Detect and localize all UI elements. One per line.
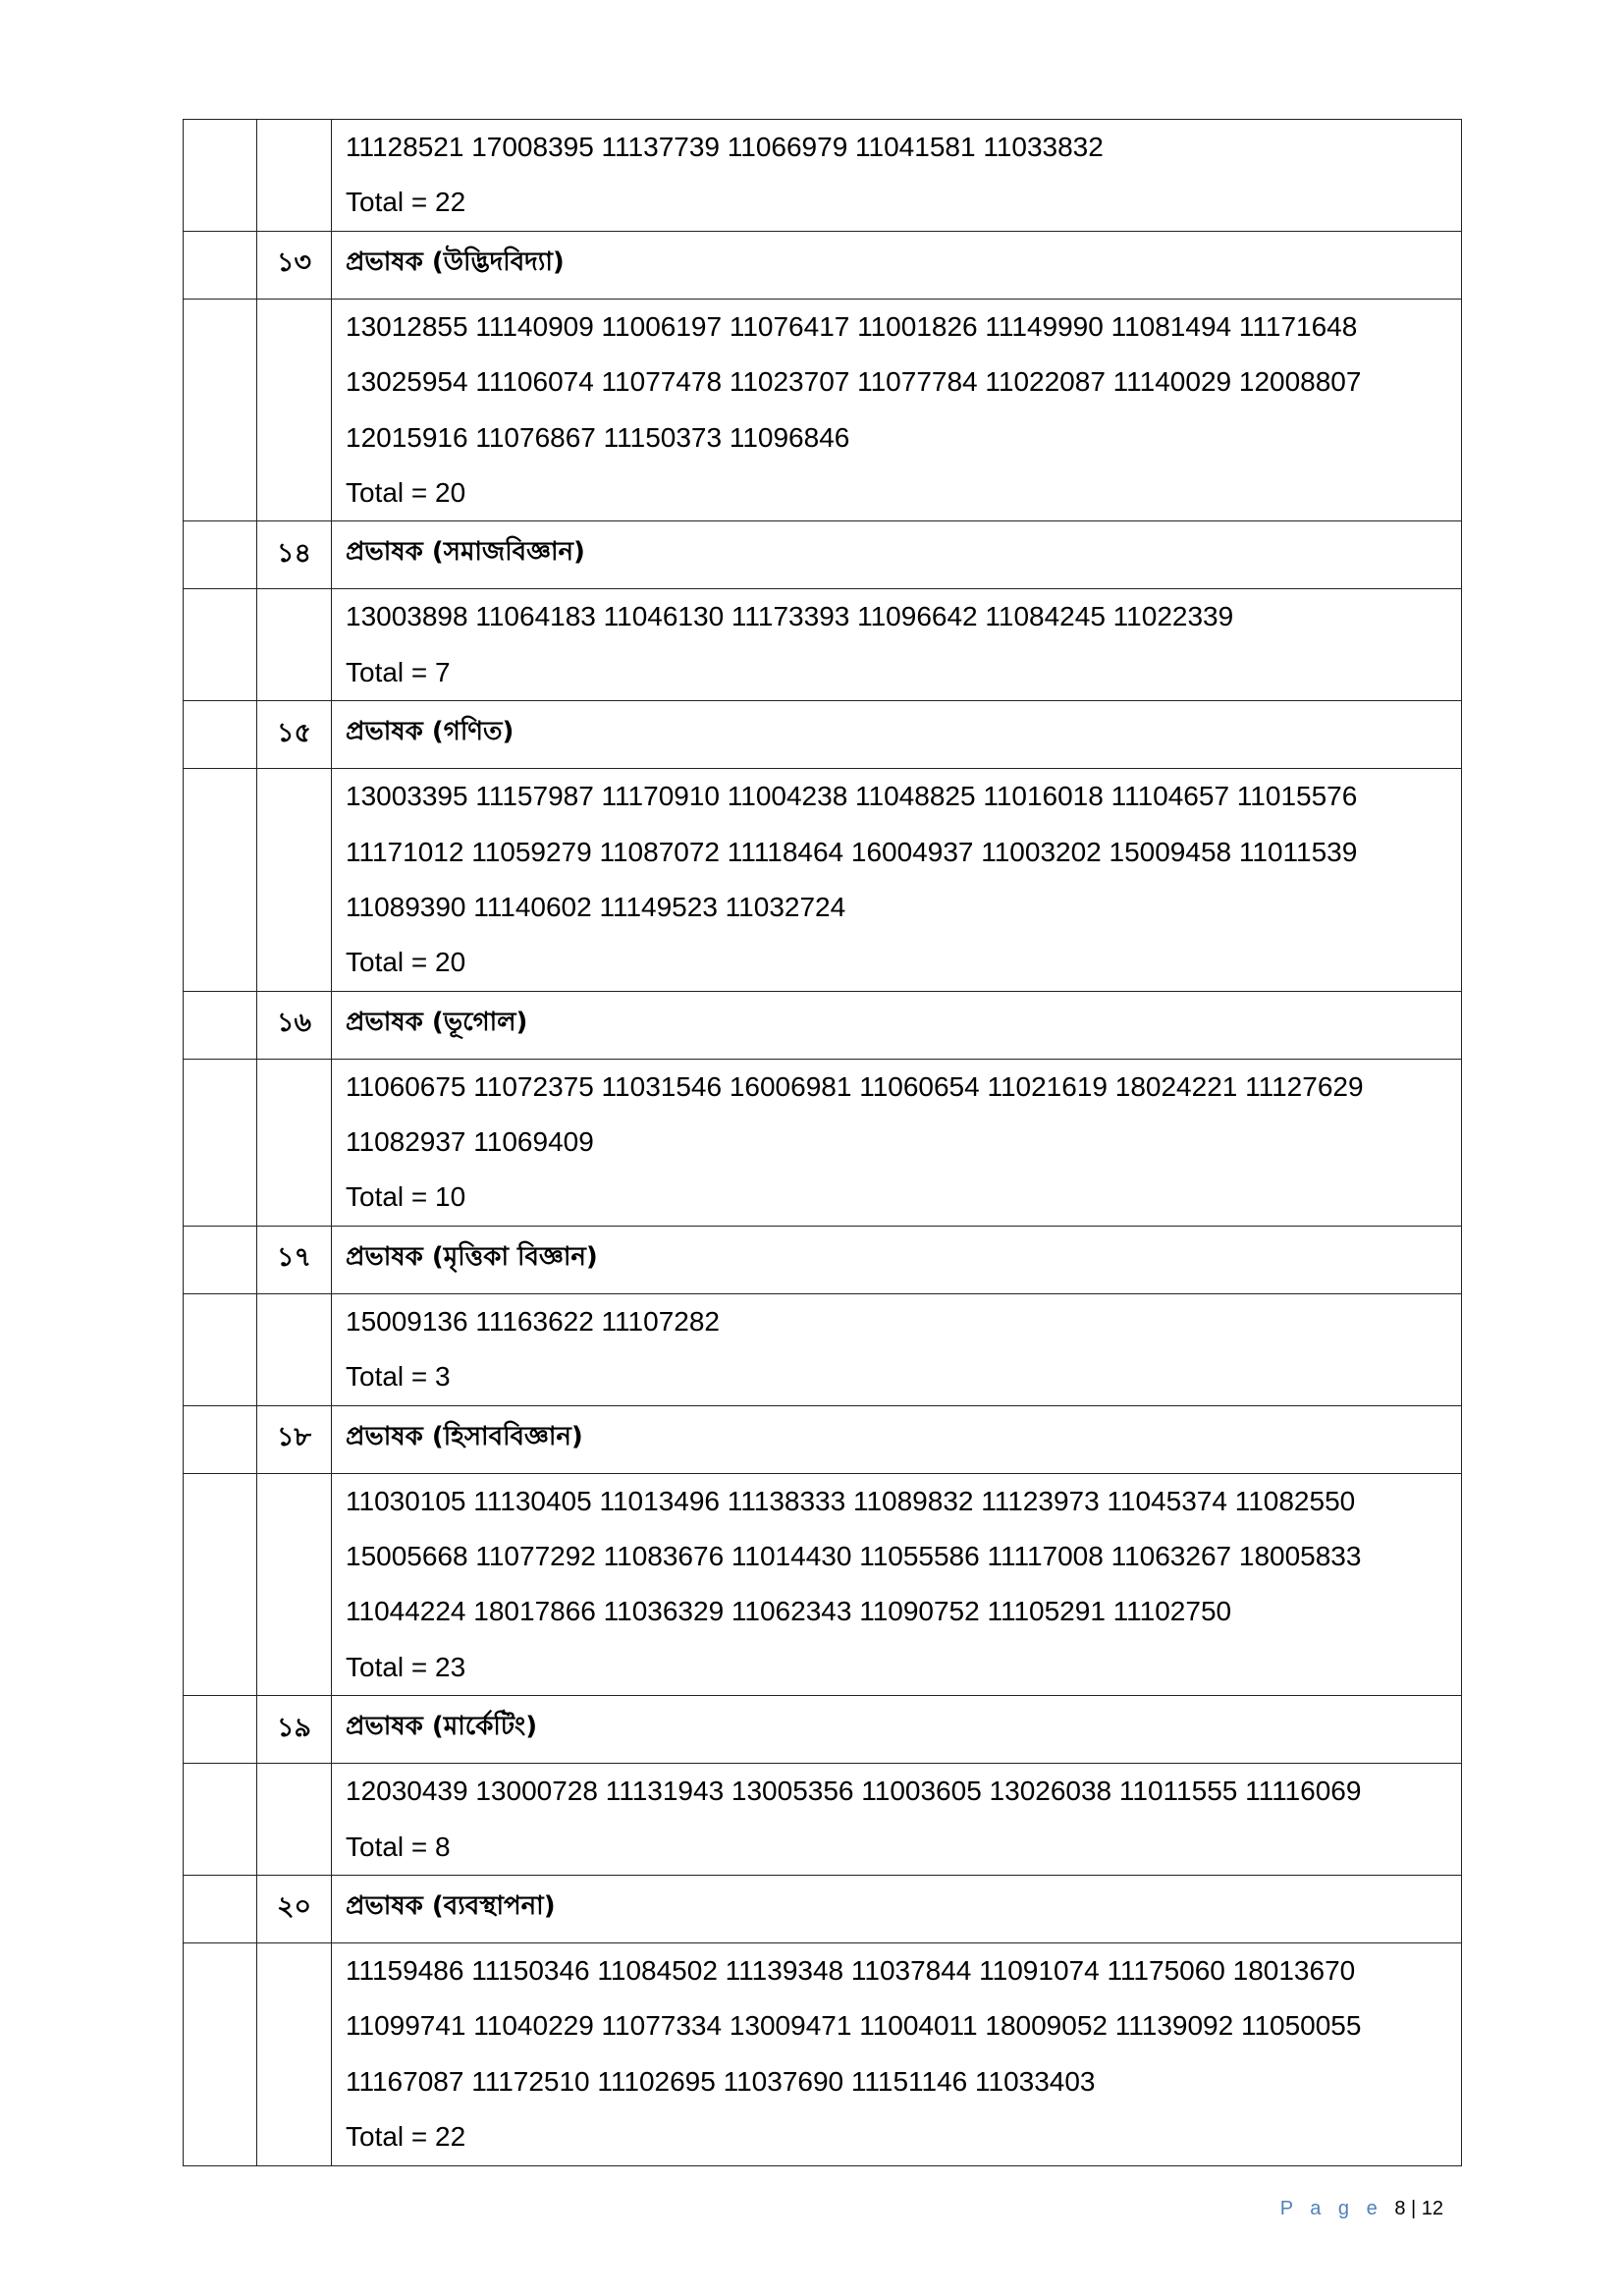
section-header-row — [184, 1875, 1462, 1942]
empty-cell — [184, 1696, 257, 1764]
id-list-cell — [332, 299, 1462, 521]
id-list-line: 13003898 11064183 11046130 11173393 11096642 11084245 11022339 — [346, 601, 1234, 632]
empty-cell — [184, 1405, 257, 1473]
section-number: ১৯ — [257, 1696, 332, 1764]
id-list-line: 11099741 11040229 11077334 13009471 11004011 18009052 11139092 11050055 — [346, 2010, 1362, 2042]
empty-cell — [257, 299, 332, 521]
section-title: প্রভাষক (ভূগোল) — [332, 991, 1462, 1059]
section-number: ১৭ — [257, 1226, 332, 1293]
id-list-row — [184, 1059, 1462, 1226]
id-list-line: 11159486 11150346 11084502 11139348 11037844 11091074 11175060 18013670 — [346, 1954, 1356, 1986]
id-list-line: 13012855 11140909 11006197 11076417 11001826 11149990 11081494 11171648 — [346, 310, 1358, 342]
page-number: 8 | 12 — [1394, 2198, 1443, 2219]
empty-cell — [184, 1226, 257, 1293]
empty-cell — [257, 769, 332, 992]
id-list-cell — [332, 120, 1462, 232]
empty-cell — [257, 1764, 332, 1876]
id-list-line: 15009136 11163622 11107282 — [346, 1305, 720, 1337]
section-header-row — [184, 1405, 1462, 1473]
total-count: Total = 23 — [346, 1651, 466, 1682]
total-count: Total = 10 — [346, 1181, 466, 1213]
empty-cell — [184, 1059, 257, 1226]
id-list-line: 11044224 18017866 11036329 11062343 11090752 11105291 11102750 — [346, 1596, 1232, 1627]
empty-cell — [184, 589, 257, 701]
section-number: ১৪ — [257, 521, 332, 589]
empty-cell — [184, 1942, 257, 2165]
section-number: ১৮ — [257, 1405, 332, 1473]
id-list-line: 15005668 11077292 11083676 11014430 11055586 11117008 11063267 18005833 — [346, 1541, 1362, 1572]
id-list-line: 11128521 17008395 11137739 11066979 11041581 11033832 — [346, 132, 1104, 162]
page-label: P a g e — [1279, 2198, 1383, 2219]
total-count: Total = 8 — [346, 1831, 451, 1862]
id-list-cell — [332, 1293, 1462, 1405]
id-list-cell — [332, 589, 1462, 701]
id-list-line: 11030105 11130405 11013496 11138333 11089832 11123973 11045374 11082550 — [346, 1485, 1356, 1516]
id-list-row — [184, 1942, 1462, 2165]
section-title: প্রভাষক (ব্যবস্থাপনা) — [332, 1875, 1462, 1942]
id-list-cell — [332, 1473, 1462, 1696]
id-list-line: 11089390 11140602 11149523 11032724 — [346, 891, 846, 922]
section-title: প্রভাষক (মৃত্তিকা বিজ্ঞান) — [332, 1226, 1462, 1293]
section-number: ১৩ — [257, 231, 332, 299]
id-list-cell — [332, 1764, 1462, 1876]
empty-cell — [184, 701, 257, 769]
results-table — [183, 119, 1462, 2166]
id-list-line: 13003395 11157987 11170910 11004238 11048825 11016018 11104657 11015576 — [346, 781, 1358, 812]
section-title: প্রভাষক (সমাজবিজ্ঞান) — [332, 521, 1462, 589]
page-footer — [1280, 2198, 1443, 2220]
empty-cell — [184, 991, 257, 1059]
empty-cell — [257, 1059, 332, 1226]
section-title: প্রভাষক (গণিত) — [332, 701, 1462, 769]
id-list-row — [184, 1473, 1462, 1696]
id-list-line: 11167087 11172510 11102695 11037690 11151146 11033403 — [346, 2065, 1096, 2097]
empty-cell — [184, 1875, 257, 1942]
section-number: ১৫ — [257, 701, 332, 769]
id-list-row — [184, 589, 1462, 701]
id-list-row — [184, 120, 1462, 232]
section-number: ১৬ — [257, 991, 332, 1059]
total-count: Total = 7 — [346, 656, 451, 687]
section-number: ২০ — [257, 1875, 332, 1942]
id-list-cell — [332, 1942, 1462, 2165]
section-title: প্রভাষক (মার্কেটিং) — [332, 1696, 1462, 1764]
section-title: প্রভাষক (হিসাববিজ্ঞান) — [332, 1405, 1462, 1473]
section-header-row — [184, 231, 1462, 299]
id-list-row — [184, 1764, 1462, 1876]
empty-cell — [184, 120, 257, 232]
empty-cell — [184, 1293, 257, 1405]
total-count: Total = 20 — [346, 476, 466, 508]
section-header-row — [184, 1226, 1462, 1293]
section-header-row — [184, 991, 1462, 1059]
id-list-line: 11060675 11072375 11031546 16006981 11060654 11021619 18024221 11127629 — [346, 1070, 1364, 1102]
total-count: Total = 20 — [346, 947, 466, 978]
total-count: Total = 22 — [346, 187, 466, 218]
section-header-row — [184, 521, 1462, 589]
empty-cell — [184, 231, 257, 299]
id-list-line: 11082937 11069409 — [346, 1126, 594, 1158]
empty-cell — [184, 769, 257, 992]
total-count: Total = 3 — [346, 1361, 451, 1393]
empty-cell — [257, 589, 332, 701]
empty-cell — [184, 299, 257, 521]
id-list-line: 12015916 11076867 11150373 11096846 — [346, 421, 850, 453]
empty-cell — [257, 1293, 332, 1405]
id-list-cell — [332, 1059, 1462, 1226]
section-header-row — [184, 701, 1462, 769]
id-list-cell — [332, 769, 1462, 992]
empty-cell — [257, 1942, 332, 2165]
empty-cell — [257, 1473, 332, 1696]
id-list-line: 12030439 13000728 11131943 13005356 11003605 13026038 11011555 11116069 — [346, 1776, 1362, 1807]
empty-cell — [184, 1473, 257, 1696]
id-list-row — [184, 1293, 1462, 1405]
id-list-line: 13025954 11106074 11077478 11023707 11077784 11022087 11140029 12008807 — [346, 366, 1362, 398]
empty-cell — [184, 521, 257, 589]
id-list-line: 11171012 11059279 11087072 11118464 16004937 11003202 15009458 11011539 — [346, 836, 1358, 867]
empty-cell — [184, 1764, 257, 1876]
total-count: Total = 22 — [346, 2121, 466, 2153]
id-list-row — [184, 299, 1462, 521]
section-title: প্রভাষক (উদ্ভিদবিদ্যা) — [332, 231, 1462, 299]
empty-cell — [257, 120, 332, 232]
id-list-row — [184, 769, 1462, 992]
section-header-row — [184, 1696, 1462, 1764]
